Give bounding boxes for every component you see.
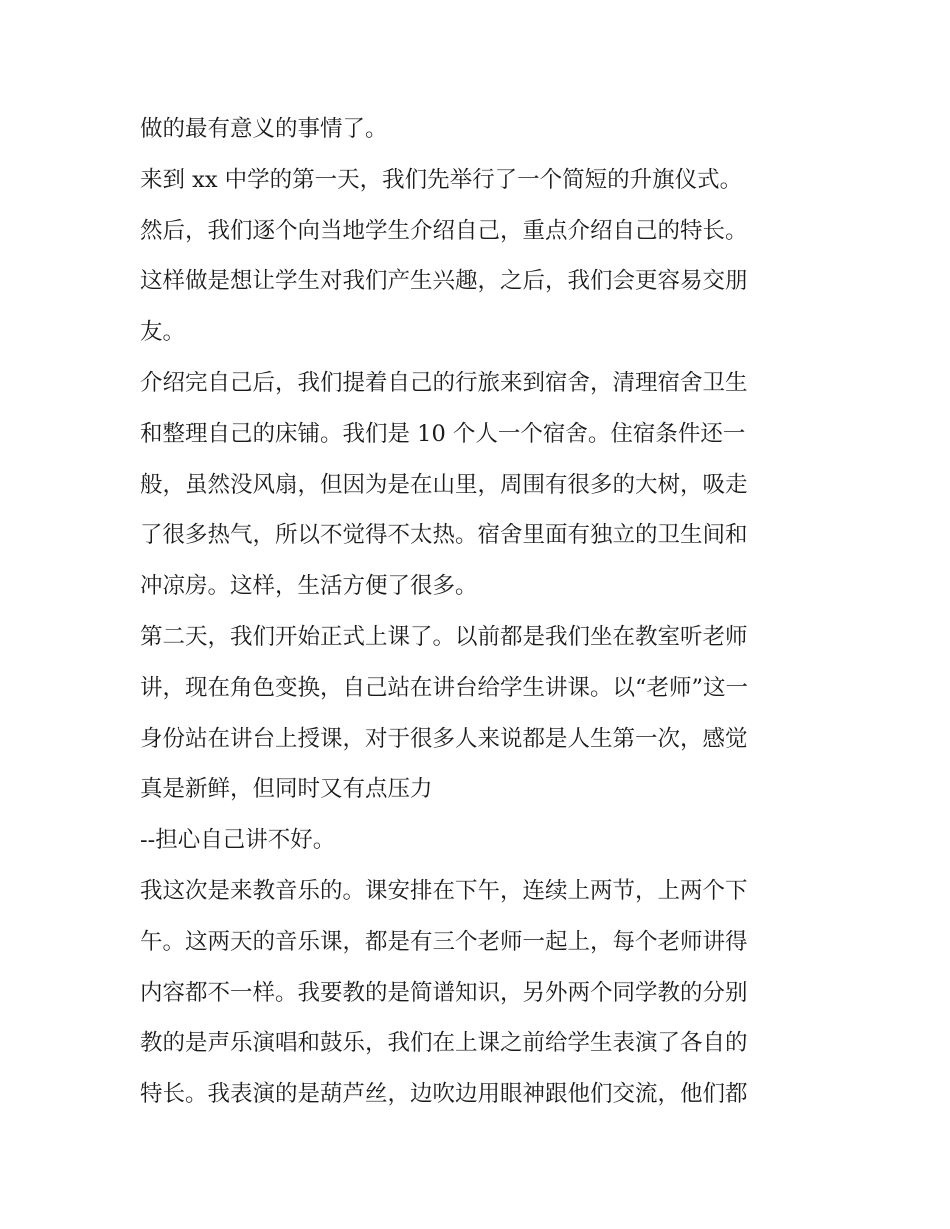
- text-line: 这样做是想让学生对我们产生兴趣，之后，我们会更容易交朋: [140, 268, 748, 295]
- text-line: 午。这两天的音乐课，都是有三个老师一起上，每个老师讲得: [140, 928, 748, 955]
- text-line: 做的最有意义的事情了。: [140, 116, 388, 142]
- text-line: 了很多热气，所以不觉得不太热。宿舍里面有独立的卫生间和: [140, 522, 748, 549]
- text-line: 友。: [140, 319, 186, 346]
- text-line: 真是新鲜，但同时又有点压力: [140, 776, 433, 803]
- text-line: --担心自己讲不好。: [140, 827, 336, 854]
- text-line: 内容都不一样。我要教的是简谱知识，另外两个同学教的分别: [140, 979, 748, 1006]
- text-line: 来到 xx 中学的第一天，我们先举行了一个简短的升旗仪式。: [140, 166, 743, 193]
- text-line: 教的是声乐演唱和鼓乐，我们在上课之前给学生表演了各自的: [140, 1030, 748, 1057]
- text-line: 介绍完自己后，我们提着自己的行旅来到宿舍，清理宿舍卫生: [140, 369, 748, 396]
- text-line: 特长。我表演的是葫芦丝，边吹边用眼神跟他们交流，他们都: [140, 1081, 748, 1108]
- text-line: 身份站在讲台上授课，对于很多人来说都是人生第一次，感觉: [140, 725, 748, 752]
- text-line: 冲凉房。这样，生活方便了很多。: [140, 573, 478, 600]
- text-line: 和整理自己的床铺。我们是 10 个人一个宿舍。住宿条件还一: [140, 420, 746, 447]
- text-line: 第二天，我们开始正式上课了。以前都是我们坐在教室听老师: [140, 623, 748, 650]
- text-line: 般，虽然没风扇，但因为是在山里，周围有很多的大树，吸走: [140, 471, 748, 498]
- text-line: 然后，我们逐个向当地学生介绍自己，重点介绍自己的特长。: [140, 217, 748, 244]
- text-line: 我这次是来教音乐的。课安排在下午，连续上两节，上两个下: [140, 877, 748, 904]
- text-line: 讲，现在角色变换，自己站在讲台给学生讲课。以“老师”这一: [140, 674, 749, 701]
- document-body: [140, 104, 812, 1120]
